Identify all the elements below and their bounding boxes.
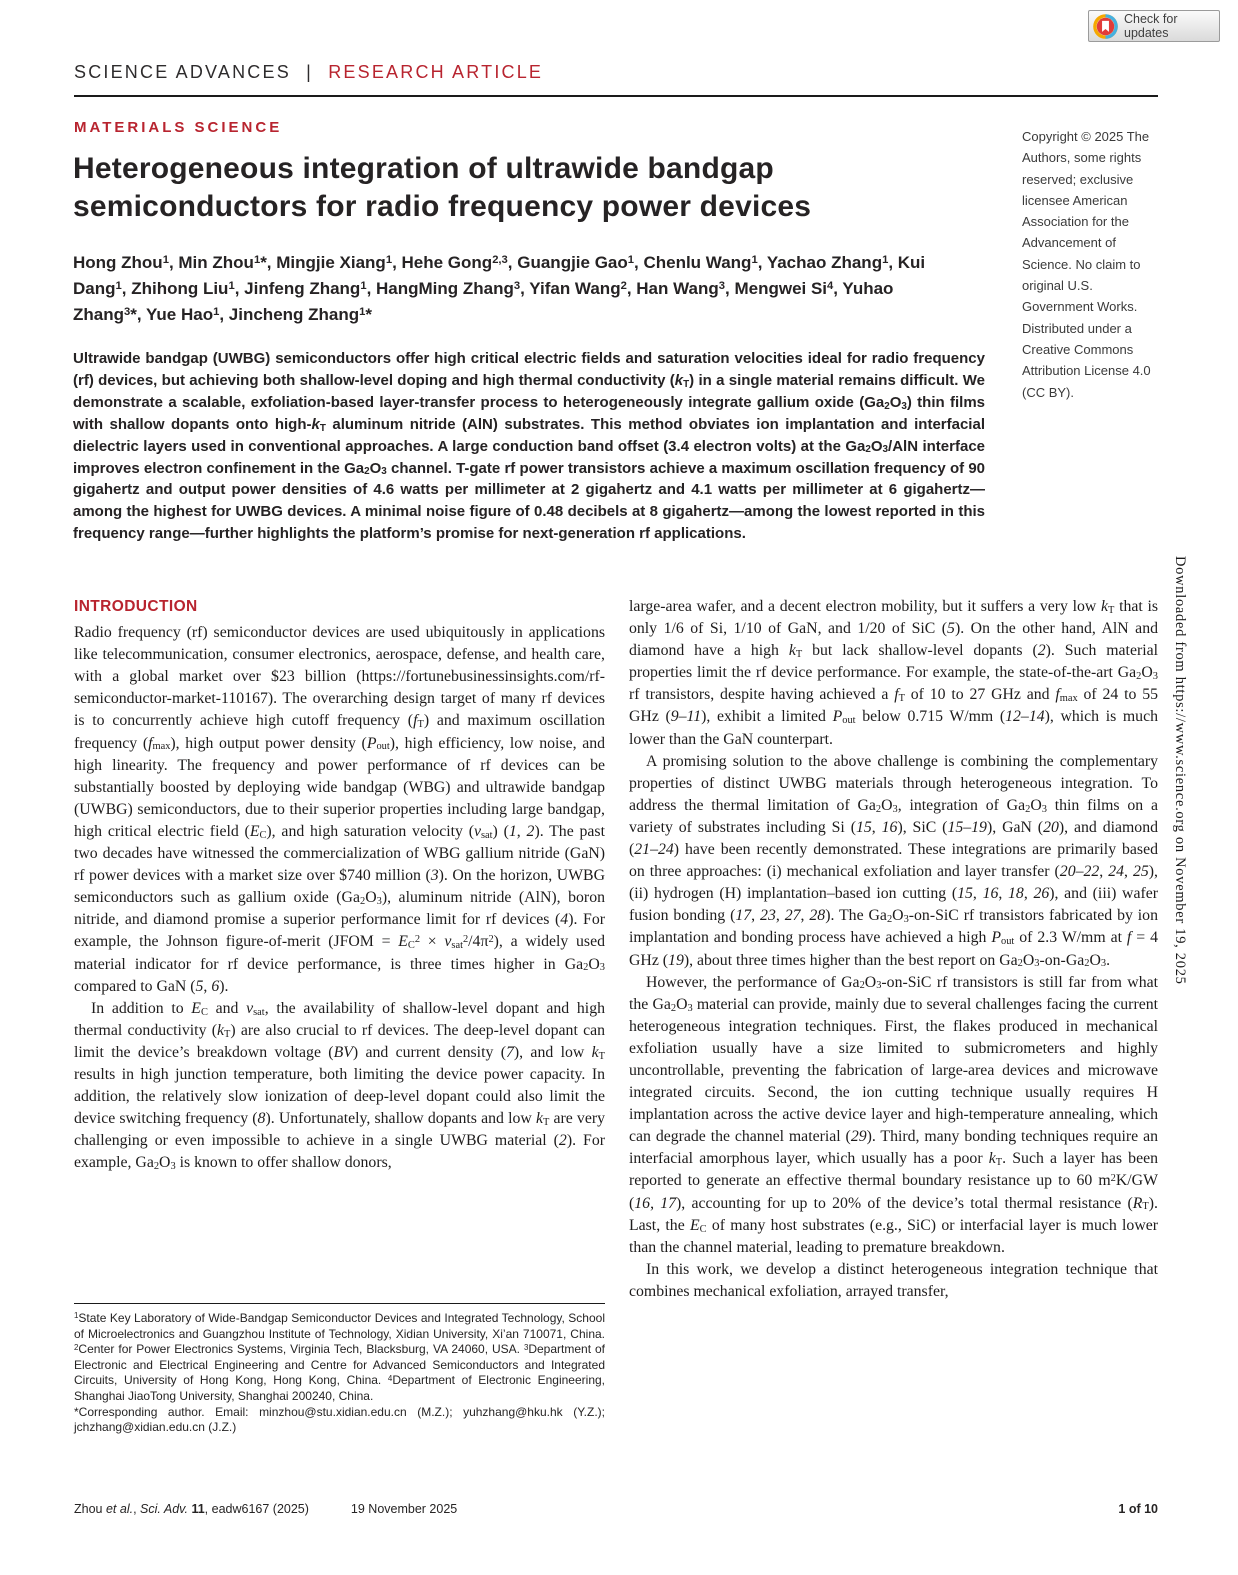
footer-date: 19 November 2025 [350,1502,458,1516]
check-for-updates-badge[interactable] [1088,10,1220,42]
correspondence-footnote: *Corresponding author. Email: minzhou@stu.xidian.edu.cn (M.Z.); yuhzhang@hku.hk (Y.Z.); jchzhang@xidian.edu.cn (J.Z.) [74,1404,605,1435]
footnote-block [74,1303,605,1436]
download-watermark: Downloaded from https://www.science.org on November 19, 2025 [1172,556,1188,985]
article-title: Heterogeneous integration of ultrawide bandgap semiconductors for radio frequency power devices [73,152,812,223]
crossmark-icon [1093,14,1118,39]
subject-category: MATERIALS SCIENCE [74,119,283,136]
abstract: Ultrawide bandgap (UWBG) semiconductors offer high critical electric fields and saturation velocities ideal for radio frequency (rf) devices, but achieving both shallow-level doping and high thermal conductivity $(k_T)$ in a single material remains difficult. We demonstrate a scalable, exfoliation-based layer-transfer process to heterogeneously integrate gallium oxide $(Ga_2O_3)$ thin films with shallow dopants onto high-$k_T$ aluminum nitride (AlN) substrates. This method obviates ion implantation and interfacial dielectric layers used in conventional approaches. A large conduction band offset (3.4 electron volts) at the $Ga_2O_3$/AlN interface improves electron confinement in the $Ga_2O_3$ channel. T-gate rf power transistors achieve a maximum oscillation frequency of 90 gigahertz and output power densities of 4.6 watts per millimeter at 2 gigahertz and 4.1 watts per millimeter at 6 gigahertz—among the highest for UWBG devices. A minimal noise figure of 0.48 decibels at 8 gigahertz—among the lowest reported in this frequency range—further highlights the platform’s promise for next-generation rf applications. [73,350,986,543]
intro-paragraph-2: In addition to $E_C$ and $\nu_{sat}$, the availability of shallow-level dopant and high thermal conductivity $(k_T)$ are also crucial to rf devices. The deep-level dopant can limit the device’s breakdown voltage (BV) and current density (7), and low $k_T$ results in high junction temperature, both limiting the device power capacity. In addition, the relatively slow ionization of deep-level dopant could also limit the device switching frequency (8). Unfortunately, shallow dopants and low $k_T$ are very challenging or even impossible to achieve in a single UWBG material (2). For example, $Ga_2O_3$ is known to offer shallow donors, [74,999,605,1173]
intro-paragraph-6: In this work, we develop a distinct heterogeneous integration technique that combines mechanical exfoliation, arrayed transfer, [629,1260,1158,1300]
article-type-label: RESEARCH ARTICLE [328,62,544,82]
intro-paragraph-1: Radio frequency (rf) semiconductor devices are used ubiquitously in applications like telecommunication, consumer electronics, aerospace, defense, and health care, with a global market over $23 billion (https://fortunebusinessinsights.com/rf-semiconductor-market-110167). The overarching design target of many rf devices is to concurrently achieve high cutoff frequency $(f_T)$ and maximum oscillation frequency $(f_{max})$, high output power density $(P_{out})$, high efficiency, low noise, and high linearity. The frequency and power performance of rf devices can be substantially boosted by deploying wide bandgap (WBG) and ultrawide bandgap (UWBG) semiconductors, due to their superior properties including large bandgap, high critical electric field $(E_C)$, and high saturation velocity $(\nu_{sat})$ (1, 2). The past two decades have witnessed the commercialization of WBG gallium nitride (GaN) rf power devices with a market size over $740 million (3). On the horizon, UWBG semiconductors such as gallium oxide $(Ga_2O_3)$, aluminum nitride (AlN), boron nitride, and diamond promise a superior performance limit for rf devices (4). For example, the Johnson figure-of-merit (JFOM = $E_C^2 \times \nu_{sat}^2/4\pi^2$), a widely used material indicator for rf device performance, is three times higher in $Ga_2O_3$ compared to GaN (5, 6). [74,624,605,995]
left-column [74,596,605,1301]
footer-citation: Zhou et al., Sci. Adv. 11, eadw6167 (2025) [74,1502,309,1516]
intro-paragraph-5: However, the performance of $Ga_2O_3-on$-SiC rf transistors is still far from what the $Ga_2O_3$ material can provide, mainly due to several challenges facing the current heterogeneous integration techniques. First, the flakes produced in mechanical exfoliation usually have a size limited to submicrometers and highly uncontrollable, preventing the fabrication of large-area devices and microwave integrated circuits. Second, the ion cutting technique usually requires H implantation across the active device layer and high-temperature annealing, which can degrade the channel material (29). Third, many bonding techniques require an interfacial amorphous layer, which usually has a poor $k_T$. Such a layer has been reported to generate an effective thermal boundary resistance up to 60 $m^2K/GW$ (16, 17), accounting for up to 20% of the device’s total thermal resistance $(R_T)$. Last, the $E_C$ of many host substrates (e.g., SiC) or interfacial layer is much lower than the channel material, leading to premature breakdown. [629,973,1158,1256]
check-for-updates-label: Check for updates [1124,12,1178,40]
masthead-separator: | [306,62,314,82]
page-footer [74,1502,1158,1516]
masthead-rule [74,95,1158,97]
journal-name: SCIENCE ADVANCES [74,62,291,82]
masthead [74,62,543,83]
introduction-heading: INTRODUCTION [74,598,198,615]
copyright-notice: Copyright © 2025 The Authors, some rights reserved; exclusive licensee American Association for the Advancement of Science. No claim to original U.S. Government Works. Distributed under a Creative Commons Attribution License 4.0 (CC BY). [1022,129,1151,400]
author-list: Hong Zhou$^1$, Min Zhou$^1$*, Mingjie Xiang$^1$, Hehe Gong$^{2,3}$, Guangjie Gao$^1$, Chenlu Wang$^1$, Yachao Zhang$^1$, Kui Dang$^1$, Zhihong Liu$^1$, Jinfeng Zhang$^1$, HangMing Zhang$^3$, Yifan Wang$^2$, Han Wang$^3$, Mengwei Si$^4$, Yuhao Zhang$^3$*, Yue Hao$^1$, Jincheng Zhang$^1$* [73,253,926,324]
affiliations-footnote: $^1$State Key Laboratory of Wide-Bandgap Semiconductor Devices and Integrated Technology, School of Microelectronics and Guangzhou Institute of Technology, Xidian University, Xi’an 710071, China. $^2$Center for Power Electronics Systems, Virginia Tech, Blacksburg, VA 24060, USA. $^3$Department of Electronic and Electrical Engineering and Centre for Advanced Semiconductors and Integrated Circuits, University of Hong Kong, Hong Kong, China. $^4$Department of Electronic Engineering, Shanghai JiaoTong University, Shanghai 200240, China. [74,1311,605,1403]
page-number: 1 of 10 [1118,1502,1158,1516]
right-column [629,596,1158,1464]
intro-paragraph-3: large-area wafer, and a decent electron mobility, but it suffers a very low $k_T$ that is only 1/6 of Si, 1/10 of GaN, and 1/20 of SiC (5). On the other hand, AlN and diamond have a high $k_T$ but lack shallow-level dopants (2). Such material properties limit the rf device performance. For example, the state-of-the-art $Ga_2O_3$ rf transistors, despite having achieved a $f_T$ of 10 to 27 GHz and $f_{max}$ of 24 to 55 GHz (9–11), exhibit a limited $P_{out}$ below 0.715 W/mm (12–14), which is much lower than the GaN counterpart. [629,598,1158,748]
intro-paragraph-4: A promising solution to the above challenge is combining the complementary properties of distinct UWBG materials through heterogeneous integration. To address the thermal limitation of $Ga_2O_3$, integration of $Ga_2O_3$ thin films on a variety of substrates including Si (15, 16), SiC (15–19), GaN (20), and diamond (21–24) have been recently demonstrated. These integrations are primarily based on three approaches: (i) mechanical exfoliation and layer transfer (20–22, 24, 25), (ii) hydrogen (H) implantation–based ion cutting (15, 16, 18, 26), and (iii) wafer fusion bonding (17, 23, 27, 28). The $Ga_2O_3-on$-SiC rf transistors fabricated by ion implantation and bonding process have achieved a high $P_{out}$ of 2.3 W/mm at f = 4 GHz (19), about three times higher than the best report on $Ga_2O_3-on-Ga_2O_3$. [629,752,1158,970]
